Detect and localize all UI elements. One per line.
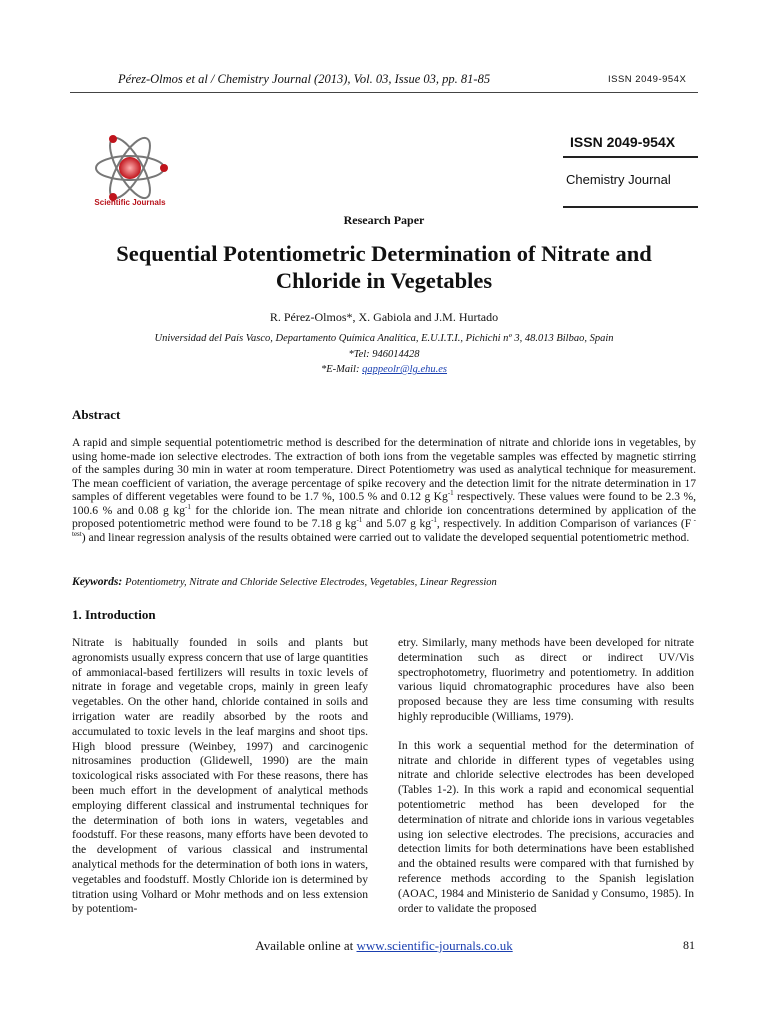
logo-label: Scientific Journals: [94, 198, 166, 207]
abstract-part: for the chloride ion. The mean nitrate and chloride ion concentrations determined by application of the proposed potentiometric method were found to be 7.18 g kg: [72, 503, 697, 530]
intro-paragraph: Nitrate is habitually founded in soils and plants but agronomists usually express concern that use of large quantities of ammoniacal-based fertilizers will results in toxic levels of nitrate in forage and vegetable crops, mainly in green leafy vegetables. On the other hand, chloride contained in soils and irrigation water are readily absorbed by the roots and accumulated to toxic levels in the leaf margins and shoot tips. High blood pressure (Weinbey, 1997) and carcinogenic nitrosamines production (Glidewell, 1990) are the main toxicological risks associated with For these reasons, there has been much effort in the development of analytical methods employing different classical and instrumental techniques for the determination of both ions in waters, vegetables and foodstuff. For these reasons, many efforts have been devoted to the development of various classical and instrumental analytical methods for the determination of both ions in waters, vegetables and foodstuff. Mostly Chloride ion is determined by titration using Volhard or Mohr methods and on less extension by potentiom-: [72, 636, 368, 916]
page-number: 81: [683, 938, 695, 952]
keywords: [72, 575, 696, 588]
abstract-superscript: - test: [72, 516, 696, 538]
email-label: *E-Mail:: [320, 364, 363, 375]
footer-available: Available online at: [255, 938, 357, 953]
abstract-text: [72, 436, 696, 544]
journal-rule-top: [563, 156, 698, 158]
abstract-superscript: -1: [356, 516, 363, 525]
column-left: [72, 636, 368, 931]
abstract-part: , respectively. In addition Comparison of variances (F: [436, 517, 692, 530]
column-right: [398, 636, 694, 930]
keywords-text: Potentiometry, Nitrate and Chloride Selective Electrodes, Vegetables, Linear Regression: [125, 577, 497, 588]
header-rule: [70, 92, 698, 93]
email-link[interactable]: qappeolr@lg.ehu.es: [362, 364, 448, 375]
email-line: [0, 364, 768, 375]
footer-url-link[interactable]: www.scientific-journals.co.uk: [356, 938, 513, 953]
abstract-superscript: -1: [185, 502, 191, 511]
journal-issn: ISSN 2049-954X: [570, 134, 676, 150]
intro-paragraph: In this work a sequential method for the determination of nitrate and chloride in different types of vegetables using nitrate and chloride selective electrodes has been developed (Tables 1-2). In this work a rapid and economical sequential potentiometric method has been developed for the determination of nitrate and chloride ions in various vegetables using ion selective electrodes. The precisions, accuracies and detection limits for both determinations have been established and the obtained results were compared with that furnished by reference methods according to the Spanish legislation (AOAC, 1984 and Ministerio de Sanidad y Consumo, 1985). In order to validate the proposed: [398, 738, 694, 915]
affiliation: Universidad del País Vasco, Departamento Química Analítica, E.U.I.T.I., Pichichi nº 3, 48.013 Bilbao, Spain: [154, 333, 614, 344]
abstract-superscript: -1: [447, 489, 454, 498]
footer: [0, 938, 768, 954]
authors: R. Pérez-Olmos*, X. Gabiola and J.M. Hurtado: [269, 310, 499, 324]
abstract-part: ) and linear regression analysis of the results obtained were carried out to validate the developed sequential potentiometric method.: [81, 530, 690, 544]
title-line-2: Chloride in Vegetables: [275, 268, 493, 293]
journal-rule-bottom: [563, 206, 698, 208]
abstract-superscript: -1: [431, 516, 437, 525]
abstract-part: A rapid and simple sequential potentiometric method is described for the determination of nitrate and chloride ions in vegetables, by using home-made ion selective electrodes. The extraction of both ions from the vegetable samples was effected by magnetic stirring of the samples during 30 min in water at room temperature. Direct Potentiometry was used as analytical technique for measurement. The mean coefficient of variation, the average percentage of spike recovery and the detection limit for the nitrate determination in 17 samples of different vegetables were found to be 1.7 %, 100.5 % and 0.12 g Kg: [72, 436, 696, 503]
intro-paragraph: etry. Similarly, many methods have been developed for nitrate determination such as direct or indirect UV/Vis spectrophotometry, fluorimetry and potentiometry. In addition various liquid chromatographic procedures have also been proposed because they are less time consuming with results highly reproducible (Williams, 1979).: [398, 636, 694, 723]
introduction-heading: 1. Introduction: [72, 607, 156, 622]
journal-name: Chemistry Journal: [566, 172, 671, 187]
paper-title: [60, 240, 708, 294]
abstract-part: and 5.07 g kg: [362, 517, 432, 530]
abstract-part: respectively. These values were found to be 2.3 %, 100.6 % and 0.08 g kg: [72, 490, 696, 517]
title-line-1: Sequential Potentiometric Determination of Nitrate and: [116, 241, 652, 266]
header-citation: Pérez-Olmos et al / Chemistry Journal (2013), Vol. 03, Issue 03, pp. 81-85: [118, 72, 491, 86]
article-type: Research Paper: [343, 213, 425, 227]
telephone: *Tel: 946014428: [348, 349, 420, 360]
abstract-heading: Abstract: [72, 407, 121, 422]
header-issn: ISSN 2049-954X: [608, 74, 687, 85]
keywords-label: Keywords:: [72, 575, 123, 588]
